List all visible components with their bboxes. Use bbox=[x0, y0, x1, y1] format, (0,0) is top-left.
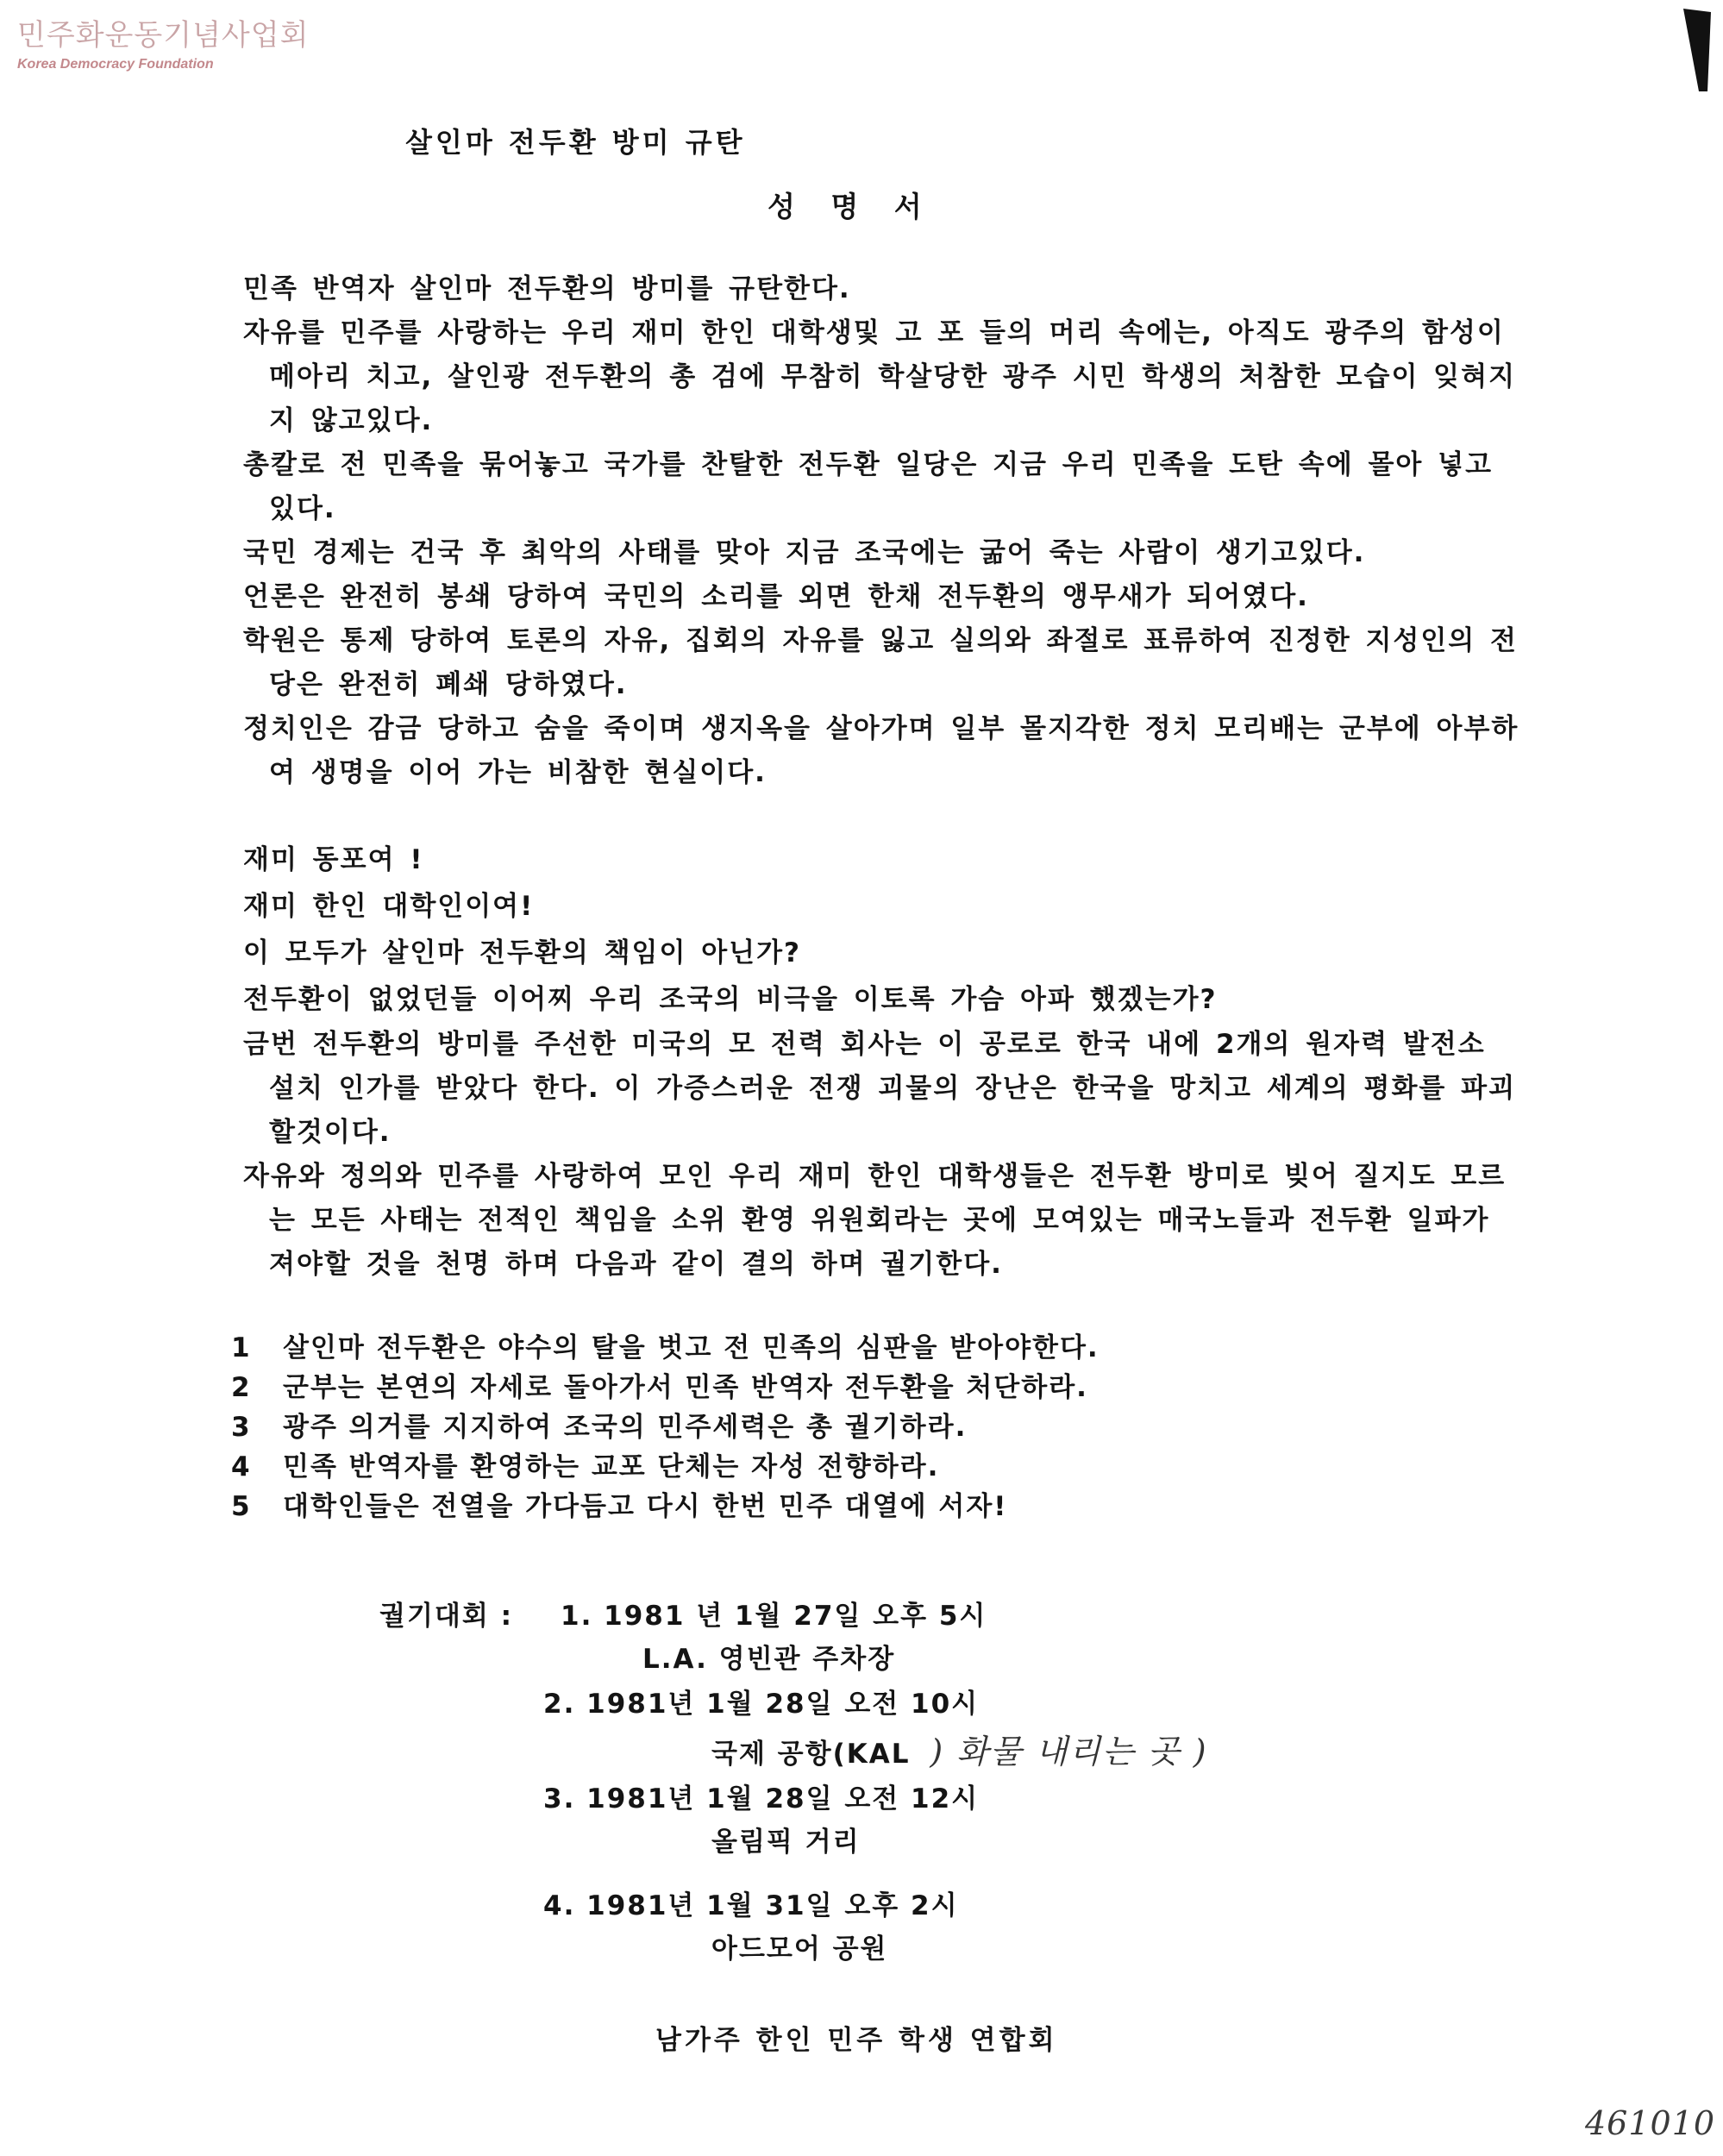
demands-list bbox=[231, 1328, 1482, 1526]
demand-number: 4 bbox=[231, 1451, 252, 1482]
organization-signature: 남가주 한인 민주 학생 연합회 bbox=[655, 2025, 1058, 2056]
archive-number: 461010 bbox=[1585, 2104, 1716, 2142]
document-title: 살인마 전두환 방미 규탄 bbox=[405, 126, 746, 159]
body-paragraph: 자유를 민주를 사랑하는 우리 재미 한인 대학생및 고 포 들의 머리 속에는, 아직도 광주의 함성이 메아리 치고, 살인광 전두환의 총 검에 무참히 학살당한 광주 시민 학생의 처참한 모습이 잊혀지지 않고있다. bbox=[243, 317, 1517, 436]
demand-item bbox=[231, 1328, 1482, 1368]
event-location bbox=[642, 1637, 895, 1676]
appeal-line: 이 모두가 살인마 전두환의 책임이 아닌가? bbox=[243, 937, 802, 968]
demand-text: 군부는 본연의 자세로 돌아가서 민족 반역자 전두환을 처단하라. bbox=[283, 1372, 1088, 1403]
demand-number: 2 bbox=[231, 1372, 252, 1403]
event-number: 1. bbox=[561, 1601, 593, 1632]
body-paragraph: 학원은 통제 당하여 토론의 자유, 집회의 자유를 잃고 실의와 좌절로 표류하여 진정한 지성인의 전당은 완전히 폐쇄 당하였다. bbox=[243, 625, 1518, 700]
demand-number: 1 bbox=[231, 1332, 252, 1363]
body-paragraph: 국민 경제는 건국 후 최악의 사태를 맞아 지금 조국에는 굶어 죽는 사람이 생기고있다. bbox=[243, 537, 1366, 568]
event-location bbox=[711, 1725, 1208, 1772]
appeal-paragraph: 금번 전두환의 방미를 주선한 미국의 모 전력 회사는 이 공로로 한국 내에 2개의 원자력 발전소 설치 인가를 받았다 한다. 이 가증스러운 전쟁 괴물의 장난은 한국을 망치고 세계의 평화를 파괴 할것이다. bbox=[243, 1029, 1517, 1148]
appeal-paragraph: 자유와 정의와 민주를 사랑하여 모인 우리 재미 한인 대학생들은 전두환 방미로 빚어 질지도 모르는 모든 사태는 전적인 책임을 소위 환영 위원회라는 곳에 모여있는 매국노들과 전두환 일파가 져야할 것을 천명 하며 다음과 같이 결의 하며 궐기한다. bbox=[243, 1161, 1507, 1280]
demand-number: 3 bbox=[231, 1412, 252, 1443]
event-location bbox=[711, 1927, 887, 1965]
event-datetime: 1981년 1월 31일 오후 2시 bbox=[586, 1890, 959, 1921]
demand-text: 민족 반역자를 환영하는 교포 단체는 자성 전향하라. bbox=[283, 1451, 940, 1482]
rally-event bbox=[543, 1777, 980, 1858]
demand-item bbox=[231, 1407, 1482, 1447]
event-number: 3. bbox=[543, 1783, 576, 1814]
body-paragraph: 언론은 완전히 봉쇄 당하여 국민의 소리를 외면 한채 전두환의 앵무새가 되어였다. bbox=[243, 581, 1309, 612]
event-location-text: 국제 공항(KAL bbox=[711, 1739, 911, 1770]
event-number: 2. bbox=[543, 1689, 576, 1720]
watermark-korean: 민주화운동기념사업회 bbox=[17, 18, 310, 53]
appeal-section bbox=[243, 837, 1519, 1287]
appeal-line: 재미 한인 대학인이여! bbox=[243, 891, 535, 922]
document-subtitle: 성 명 서 bbox=[768, 190, 927, 223]
demand-item bbox=[231, 1447, 1482, 1487]
appeal-line: 전두환이 없었던들 이어찌 우리 조국의 비극을 이토록 가슴 아파 했겠는가? bbox=[243, 984, 1218, 1015]
event-datetime: 1981년 1월 28일 오전 10시 bbox=[586, 1689, 980, 1720]
event-location-text: 올림픽 거리 bbox=[711, 1827, 861, 1858]
statement-body bbox=[243, 267, 1519, 795]
event-number: 4. bbox=[543, 1890, 576, 1921]
demand-item bbox=[231, 1487, 1482, 1526]
appeal-line: 재미 동포여 ! bbox=[243, 844, 424, 875]
event-location bbox=[711, 1820, 861, 1858]
watermark-english: Korea Democracy Foundation bbox=[17, 57, 214, 72]
handwritten-note: ) 화물 내리는 곳 ) bbox=[930, 1733, 1208, 1771]
rally-event bbox=[561, 1594, 987, 1675]
demand-text: 광주 의거를 지지하여 조국의 민주세력은 총 궐기하라. bbox=[283, 1412, 968, 1443]
demand-text: 대학인들은 전열을 가다듬고 다시 한번 민주 대열에 서자! bbox=[283, 1491, 1008, 1522]
demand-item bbox=[231, 1368, 1482, 1407]
body-paragraph: 총칼로 전 민족을 묶어놓고 국가를 찬탈한 전두환 일당은 지금 우리 민족을 도탄 속에 몰아 넣고있다. bbox=[243, 449, 1494, 524]
demand-number: 5 bbox=[231, 1491, 252, 1522]
rally-event bbox=[543, 1883, 959, 1965]
body-paragraph: 민족 반역자 살인마 전두환의 방미를 규탄한다. bbox=[243, 273, 851, 304]
demand-text: 살인마 전두환은 야수의 탈을 벗고 전 민족의 심판을 받아야한다. bbox=[283, 1332, 1100, 1363]
rally-heading: 궐기대회 : bbox=[379, 1601, 513, 1632]
rally-event bbox=[543, 1682, 1208, 1771]
event-location-text: 아드모어 공원 bbox=[711, 1934, 888, 1965]
body-paragraph: 정치인은 감금 당하고 숨을 죽이며 생지옥을 살아가며 일부 몰지각한 정치 모리배는 군부에 아부하여 생명을 이어 가는 비참한 현실이다. bbox=[243, 713, 1519, 788]
event-datetime: 1981 년 1월 27일 오후 5시 bbox=[604, 1601, 987, 1632]
event-datetime: 1981년 1월 28일 오전 12시 bbox=[586, 1783, 980, 1814]
event-location-text: L.A. 영빈관 주차장 bbox=[642, 1644, 896, 1675]
